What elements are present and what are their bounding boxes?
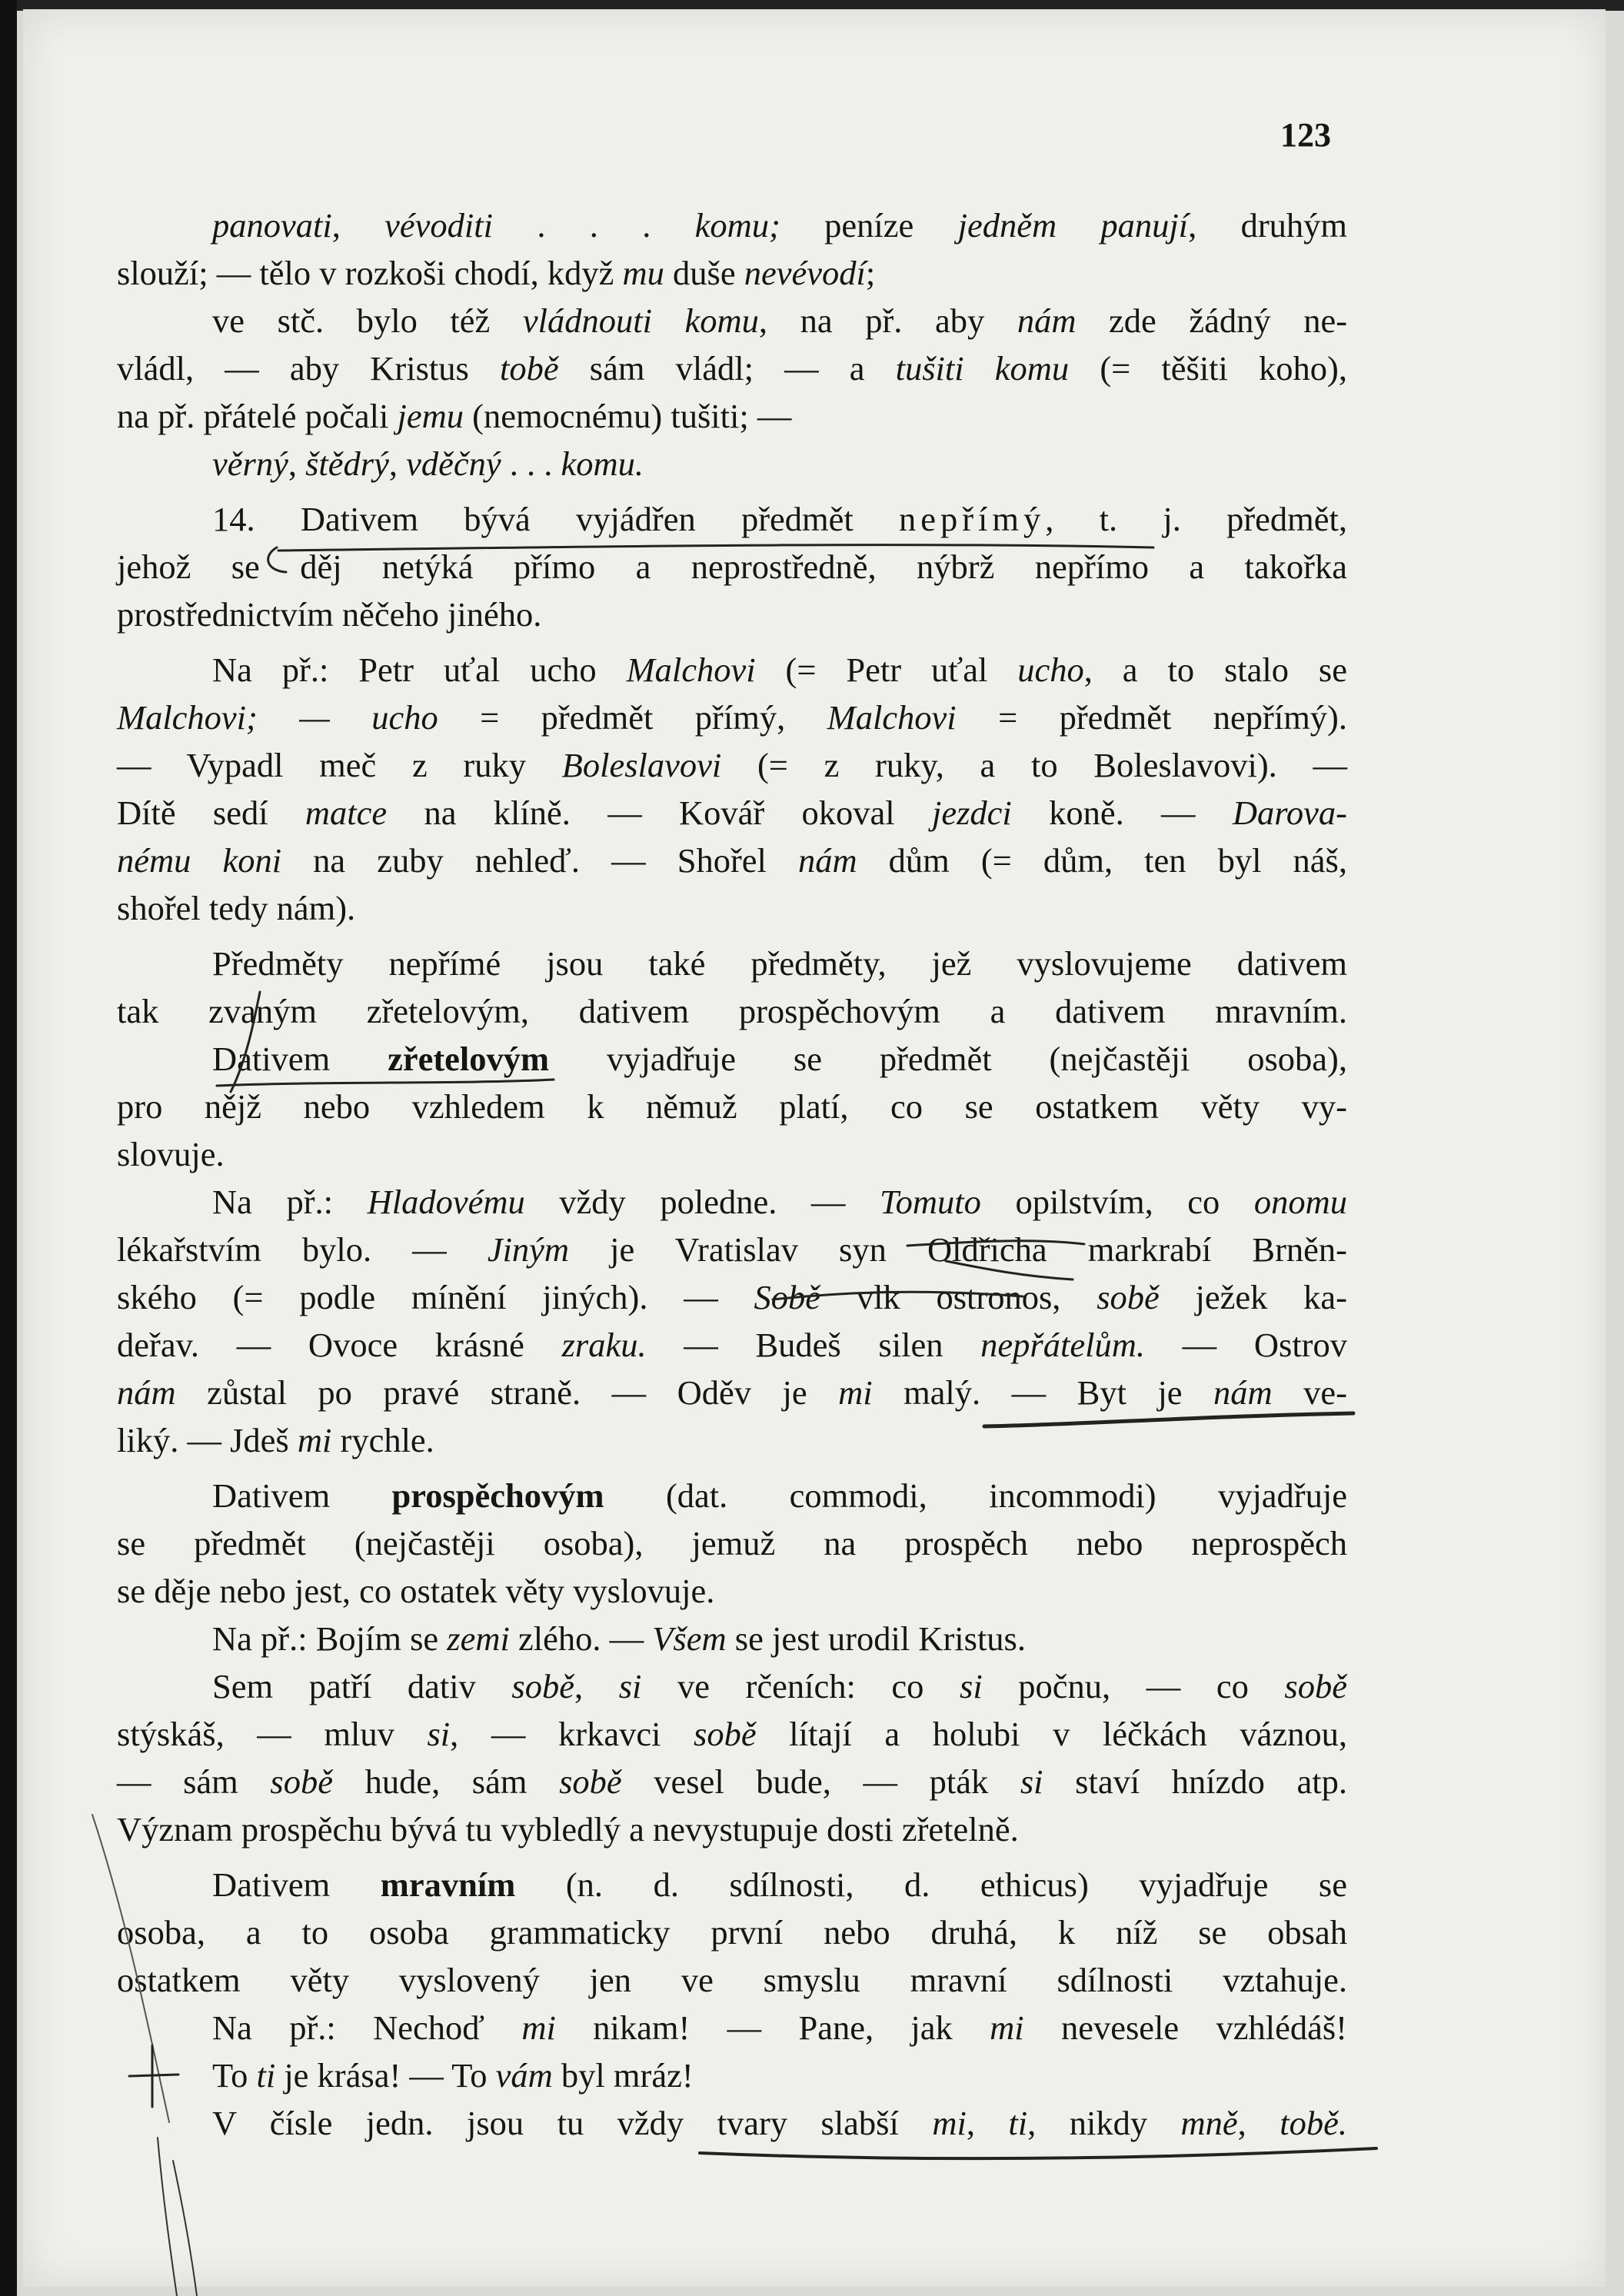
paragraph-gap [117,638,1347,646]
text-line: Předměty nepřímé jsou také předměty, jež vyslovujeme dativem [212,944,1347,983]
page-text [117,201,1347,2147]
text-line: tak zvaným zřetelovým, dativem prospěchovým a dativem mravním. [117,992,1347,1030]
text-line: 14. Dativem bývá vyjádřen předmět nepřímý, t. j. předmět, [212,500,1348,538]
text-line: nému koni na zuby nehleď. — Shořel nám dům (= dům, ten byl náš, [117,841,1347,880]
text-line: prostřednictvím něčeho jiného. [117,595,542,634]
text-line: se děje nebo jest, co ostatek věty vyslovuje. [117,1572,715,1610]
text-line: osoba, a to osoba grammaticky první nebo druhá, k níž se obsah [117,1913,1347,1952]
text-line: — Vypadl meč z ruky Boleslavovi (= z ruky, a to Boleslavovi). — [117,746,1348,784]
text-line: Dativem mravním (n. d. sdílnosti, d. ethicus) vyjadřuje se [212,1865,1347,1904]
text-line: Na př.: Bojím se zemi zlého. — Všem se jest urodil Kristus. [212,1619,1026,1658]
text-line: Na př.: Nechoď mi nikam! — Pane, jak mi nevesele vzhlédáš! [212,2008,1347,2047]
text-line: To ti je krása! — To vám byl mráz! [212,2056,694,2095]
text-line: V čísle jedn. jsou tu vždy tvary slabší mi, ti, nikdy mně, tobě. [212,2104,1347,2142]
text-line: lékařstvím bylo. — Jiným je Vratislav syn Oldřicha markrabí Brněn- [117,1230,1347,1269]
text-line: slouží; — tělo v rozkoši chodí, když mu duše nevévodí; [117,254,876,292]
text-line: vládl, — aby Kristus tobě sám vládl; — a tušiti komu (= těšiti koho), [117,349,1347,388]
paragraph-gap [117,487,1347,495]
text-line: jehož se děj netýká přímo a neprostředně, nýbrž nepřímo a takořka [117,547,1347,586]
scan-left-edge [0,0,17,2296]
text-line: Malchovi; — ucho = předmět přímý, Malchovi = předmět nepřímý). [117,698,1348,737]
text-line: deřav. — Ovoce krásné zraku. — Budeš silen nepřátelům. — Ostrov [117,1326,1347,1364]
text-line: se předmět (nejčastěji osoba), jemuž na prospěch nebo neprospěch [117,1524,1347,1562]
text-line: ostatkem věty vyslovený jen ve smyslu mravní sdílnosti vztahuje. [117,1961,1347,1999]
text-line: panovati, vévoditi . . . komu; peníze jedněm panují, druhým [212,206,1348,245]
text-line: liký. — Jdeš mi rychle. [117,1421,434,1459]
text-line: shořel tedy nám). [117,889,356,927]
page-number: 123 [1280,116,1331,154]
text-line: nám zůstal po pravé straně. — Oděv je mi malý. — Byt je nám ve- [117,1373,1347,1412]
text-line: stýskáš, — mluv si, — krkavci sobě lítají a holubi v léčkách váznou, [117,1715,1348,1753]
text-line: na př. přátelé počali jemu (nemocnému) tušiti; — [117,397,792,435]
text-line: Dítě sedí matce na klíně. — Kovář okoval jezdci koně. — Darova- [117,794,1347,832]
text-line: věrný, štědrý, vděčný . . . komu. [212,444,644,483]
paragraph-gap [117,1464,1347,1472]
text-line: — sám sobě hude, sám sobě vesel bude, — pták si staví hnízdo atp. [117,1762,1348,1801]
text-line: slovuje. [117,1135,225,1173]
paragraph-gap [117,932,1347,940]
text-line: pro nějž nebo vzhledem k němuž platí, co se ostatkem věty vy- [117,1087,1347,1126]
paragraph-gap [117,1853,1347,1861]
text-line: Na př.: Hladovému vždy poledne. — Tomuto opilstvím, co onomu [212,1183,1347,1221]
text-line: Sem patří dativ sobě, si ve rčeních: co si počnu, — co sobě [212,1667,1347,1705]
text-line: Dativem prospěchovým (dat. commodi, incommodi) vyjadřuje [212,1476,1347,1515]
text-line: Dativem zřetelovým vyjadřuje se předmět (nejčastěji osoba), [212,1040,1347,1078]
text-line: Na př.: Petr uťal ucho Malchovi (= Petr uťal ucho, a to stalo se [212,651,1348,689]
text-line: ského (= podle mínění jiných). — Sobě vlk ostronos, sobě ježek ka- [117,1278,1348,1316]
text-line: ve stč. bylo též vládnouti komu, na př. aby nám zde žádný ne- [212,301,1348,340]
text-line: Význam prospěchu bývá tu vybledlý a nevystupuje dosti zřetelně. [117,1810,1019,1848]
